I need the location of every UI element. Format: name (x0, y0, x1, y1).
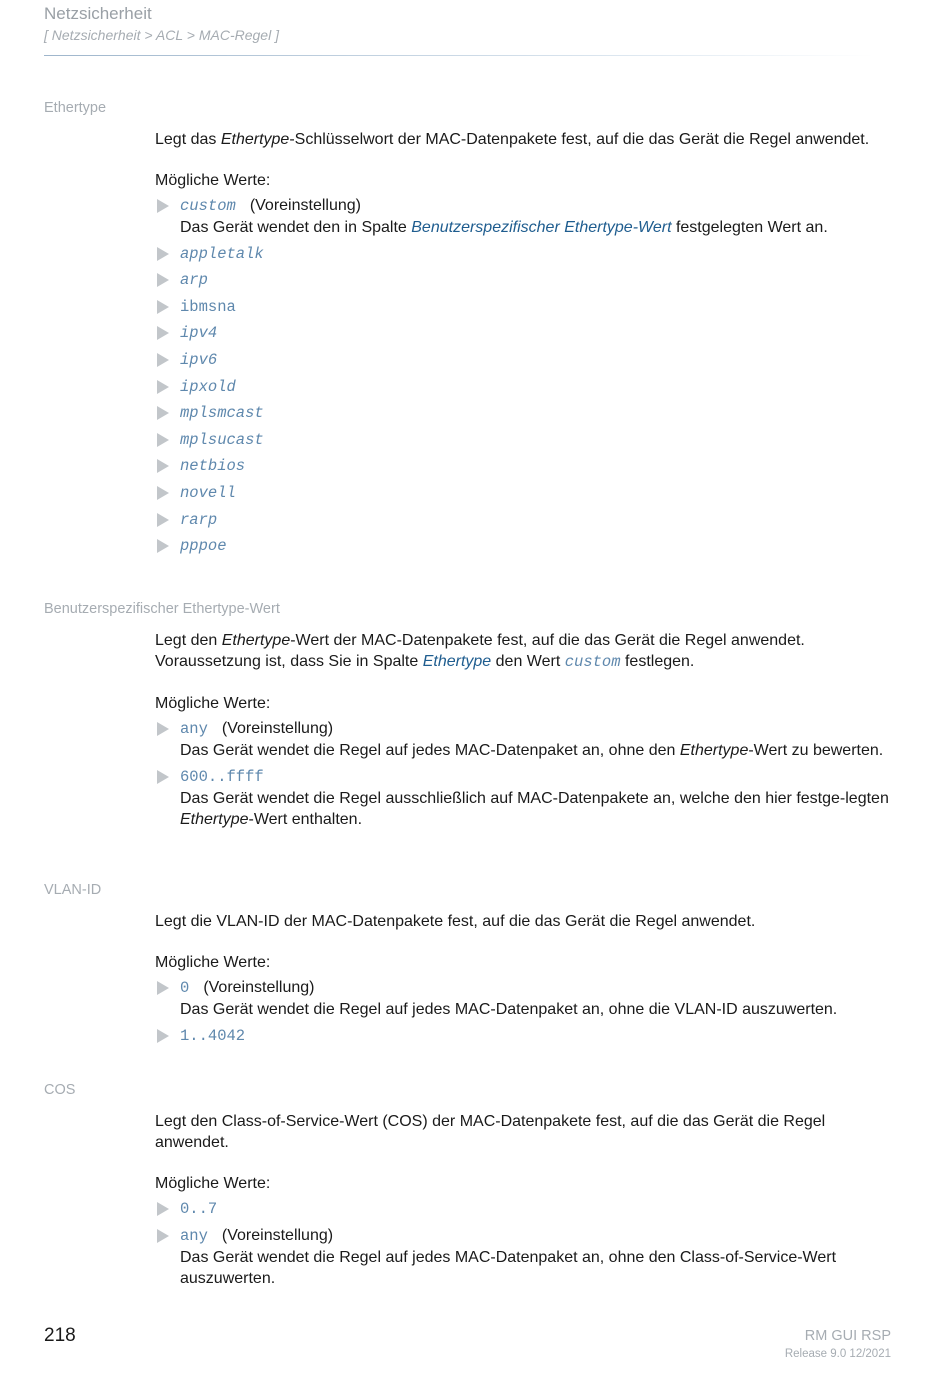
bullet-triangle-icon (157, 406, 169, 420)
section-description (155, 630, 895, 673)
value-code: 0..7 (180, 1200, 218, 1218)
text: Das Gerät wendet die Regel ausschließlich auf MAC-Datenpakete an, welche den hier festge-legten (180, 789, 889, 807)
bullet-triangle-icon (157, 1229, 169, 1243)
value-item-any (155, 1225, 895, 1289)
value-code: mplsmcast (180, 404, 264, 423)
bullet-triangle-icon (157, 353, 169, 367)
default-marker: (Voreinstellung) (221, 1226, 334, 1244)
bullet-triangle-icon (157, 770, 169, 784)
value-code: mplsucast (180, 430, 264, 449)
emphasis: Ethertype (220, 131, 290, 148)
bullet-triangle-icon (157, 486, 169, 500)
value-item (155, 455, 895, 477)
values-list (155, 195, 895, 557)
text: Das Gerät wendet die Regel auf jedes MAC-Datenpaket an, ohne den Class-of-Service-Wert auszuwerten. (180, 1248, 837, 1287)
value-item-range (155, 766, 895, 830)
value-code: ipv4 (180, 324, 218, 343)
value-code: netbios (180, 457, 246, 476)
bullet-triangle-icon (157, 273, 169, 287)
default-marker: (Voreinstellung) (249, 197, 361, 214)
value-code: 1..4042 (180, 1026, 246, 1045)
value-item-any (155, 718, 895, 761)
bullet-triangle-icon (157, 539, 169, 553)
value-code: ipv6 (180, 350, 218, 369)
section-body (155, 630, 895, 834)
column-reference: Benutzerspezifischer Ethertype-Wert (411, 219, 672, 236)
possible-values-heading: Mögliche Werte: (155, 1175, 271, 1192)
value-code: appletalk (180, 244, 264, 263)
bullet-triangle-icon (157, 981, 169, 995)
values-list (155, 977, 895, 1047)
value-item (155, 243, 895, 265)
bullet-triangle-icon (157, 433, 169, 447)
section-body (155, 129, 895, 562)
text: -Schlüsselwort der MAC-Datenpakete fest, auf die das Gerät die Regel anwendet. (289, 131, 870, 148)
possible-values-heading: Mögliche Werte: (155, 695, 271, 712)
section-body (155, 911, 895, 1051)
value-item (155, 482, 895, 504)
column-reference: Ethertype (422, 653, 492, 670)
text: Legt das (155, 131, 221, 148)
values-list (155, 1198, 895, 1289)
possible-values-heading: Mögliche Werte: (155, 172, 271, 189)
chapter-title: Netzsicherheit (44, 4, 152, 23)
section-description: Legt die VLAN-ID der MAC-Datenpakete fest, auf die das Gerät die Regel anwendet. (155, 913, 756, 930)
page-number: 218 (44, 1325, 76, 1346)
value-code: custom (180, 197, 236, 215)
value-code: 600..ffff (180, 767, 264, 786)
value-code: pppoe (180, 537, 227, 556)
bullet-triangle-icon (157, 513, 169, 527)
value-item-custom (155, 195, 895, 238)
value-code: arp (180, 271, 208, 290)
text: -Wert enthalten. (248, 810, 363, 828)
value-item (155, 429, 895, 451)
value-item (155, 376, 895, 398)
bullet-triangle-icon (157, 380, 169, 394)
inline-code: custom (564, 653, 621, 671)
value-item (155, 322, 895, 344)
text: Voraussetzung ist, dass Sie in Spalte (155, 653, 423, 670)
emphasis: Ethertype (679, 742, 749, 759)
text: den Wert (491, 653, 565, 670)
section-label: Ethertype (44, 100, 107, 116)
section-description (155, 129, 895, 150)
bullet-triangle-icon (157, 199, 169, 213)
bullet-triangle-icon (157, 722, 169, 736)
value-item (155, 349, 895, 371)
value-code: any (180, 720, 208, 738)
value-code: novell (180, 483, 236, 502)
bullet-triangle-icon (157, 326, 169, 340)
values-list (155, 718, 895, 830)
text: Das Gerät wendet den in Spalte (180, 219, 412, 236)
value-item (155, 509, 895, 531)
value-item-zero (155, 977, 895, 1020)
value-item (155, 402, 895, 424)
document-title: RM GUI RSP (804, 1328, 891, 1344)
text: festgelegten Wert an. (671, 219, 828, 236)
default-marker: (Voreinstellung) (221, 720, 334, 737)
value-item (155, 296, 895, 318)
bullet-triangle-icon (157, 1029, 169, 1043)
possible-values-heading: Mögliche Werte: (155, 954, 271, 971)
section-body (155, 1111, 895, 1293)
value-item (155, 269, 895, 291)
header-divider (44, 55, 874, 56)
page-header (44, 3, 874, 45)
value-code: rarp (180, 510, 218, 529)
section-label: COS (44, 1082, 76, 1098)
value-code: ipxold (180, 377, 236, 396)
release-info: Release 9.0 12/2021 (784, 1348, 891, 1360)
text: Das Gerät wendet die Regel auf jedes MAC-Datenpaket an, ohne den (180, 742, 680, 759)
breadcrumb: [ Netzsicherheit > ACL > MAC-Regel ] (44, 27, 279, 43)
bullet-triangle-icon (157, 459, 169, 473)
text: Das Gerät wendet die Regel auf jedes MAC-Datenpaket an, ohne die VLAN-ID auszuwerten. (180, 1001, 838, 1018)
text: festlegen. (620, 653, 695, 670)
text: Legt den (155, 632, 222, 649)
value-item (155, 535, 895, 557)
default-marker: (Voreinstellung) (203, 979, 315, 996)
value-code: any (180, 1226, 208, 1245)
bullet-triangle-icon (157, 247, 169, 261)
emphasis: Ethertype (180, 810, 249, 828)
section-description: Legt den Class-of-Service-Wert (COS) der MAC-Datenpakete fest, auf die das Gerät die Regel anwendet. (155, 1113, 826, 1151)
value-item-range (155, 1025, 895, 1047)
section-label: Benutzerspezifischer Ethertype-Wert (44, 601, 280, 617)
emphasis: Ethertype (221, 632, 291, 649)
text: -Wert der MAC-Datenpakete fest, auf die das Gerät die Regel anwendet. (290, 632, 805, 649)
bullet-triangle-icon (157, 300, 169, 314)
section-label: VLAN-ID (44, 882, 102, 898)
value-code: ibmsna (180, 297, 236, 316)
value-item-range (155, 1198, 895, 1220)
bullet-triangle-icon (157, 1202, 169, 1216)
value-code: 0 (180, 979, 190, 997)
text: -Wert zu bewerten. (748, 742, 884, 759)
